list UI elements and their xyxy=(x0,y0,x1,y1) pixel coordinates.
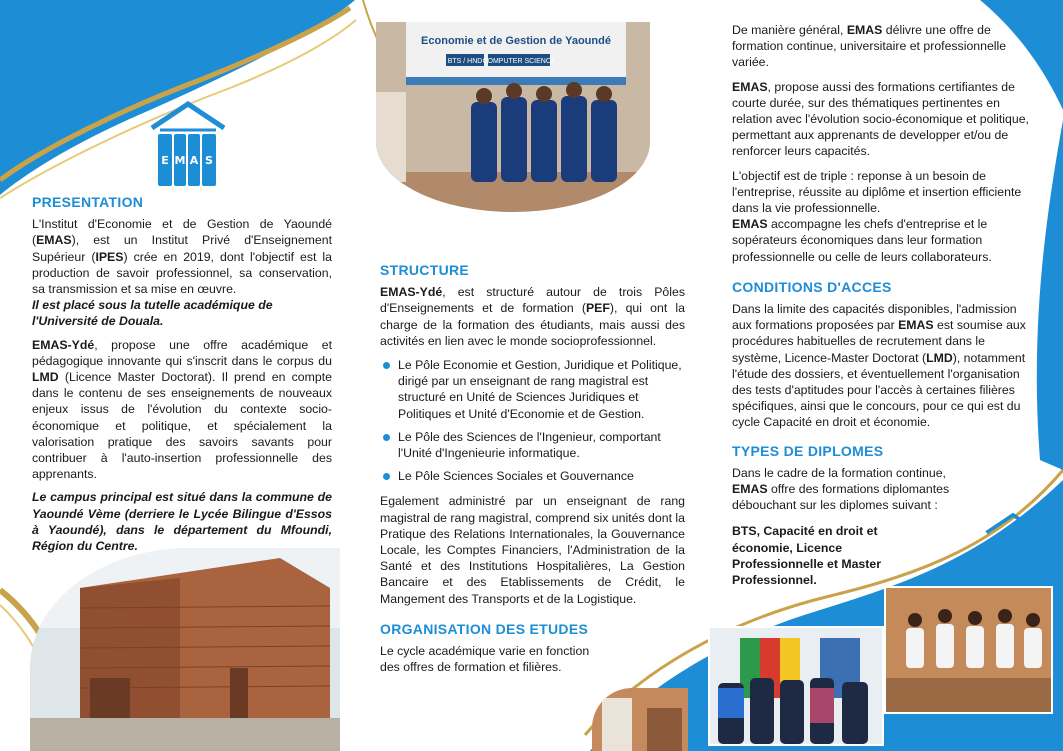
conditions-paragraph xyxy=(732,301,1035,431)
bullet-dot-icon xyxy=(383,362,390,369)
text-fragment: ), est un Institut Privé d'Enseignement Supérieur ( xyxy=(32,233,332,264)
organisation-heading: ORGANISATION DES ETUDES xyxy=(380,620,589,637)
text-fragment: Dans le cadre de la formation continue, xyxy=(732,465,946,480)
offer-paragraph-2 xyxy=(732,79,1035,160)
text-fragment: ), qui ont la charge de la formation des étudiants, mais aussi des activités en lien avec le monde socioprofessionnel. xyxy=(380,301,685,348)
pole-text: Le Pôle des Sciences de l'Ingenieur, comportant l'Unité d'Ingenieurie informatique. xyxy=(398,429,661,461)
text-fragment: accompagne les chefs d'entreprise et le sopérateurs économiques dans leur formation professionnelle ou celle de leurs collaborateurs. xyxy=(732,217,992,264)
presentation-heading: PRESENTATION xyxy=(32,194,144,210)
pole-text: Le Pôle Sciences Sociales et Gouvernance xyxy=(398,469,634,484)
column-structure xyxy=(380,262,685,679)
text-fragment: offre des formations diplomantes débouchant sur les diplomes suivant : xyxy=(732,482,950,513)
text-fragment: ), notamment l'étude des dossiers, et éventuellement l'organisation des tests d'aptitudes pour l'accès à certaines filières spécifiques, ainsi que le concours, pour ce qui est du cycle Capacité en droit et économie. xyxy=(732,350,1026,430)
banner-chip-bts: BTS / HND xyxy=(447,58,483,65)
column-offers xyxy=(732,22,1035,592)
ipes-acronym: IPES xyxy=(95,249,124,264)
column-presentation xyxy=(32,194,332,558)
classroom-illustration xyxy=(592,688,688,751)
emas-acronym: EMAS xyxy=(36,233,72,248)
text-fragment: , propose une offre académique et pédagogique innovante qui s'inscrit dans le corpus du xyxy=(32,337,332,368)
svg-text:M: M xyxy=(174,154,186,167)
structure-intro xyxy=(380,284,685,349)
ceremony-photo xyxy=(708,626,884,746)
svg-text:A: A xyxy=(189,154,199,167)
text-fragment: , est structuré autour de trois Pôles d'Enseignements et de formation ( xyxy=(380,285,685,316)
students-illustration xyxy=(886,588,1051,712)
offer-paragraph-3 xyxy=(732,216,1035,265)
text-fragment: (Licence Master Doctorat). Il prend en compte dans le contenu de ses enseignements de nouveaux enjeux issus de l'évolution du contexte socio-économique et politique, et spécialement la valorisation pratique des savoirs savants pour contribuer à l'auto-insertion professionnelle des apprenants. xyxy=(32,370,332,482)
types-paragraph xyxy=(732,465,960,514)
offer-paragraph-1 xyxy=(732,22,1035,71)
objective-paragraph: L'objectif est de triple : reponse à un besoin de l'entreprise, réussite au diplôme et insertion efficiente dans la vie professionnelle. xyxy=(732,168,1022,216)
diplomas-list: BTS, Capacité en droit et économie, Licence Professionnelle et Master Professionnel. xyxy=(732,524,881,588)
emas-acronym: EMAS xyxy=(898,318,934,333)
students-group-photo xyxy=(884,586,1053,714)
tutelle-statement: Il est placé sous la tutelle académique de l'Université de Douala. xyxy=(32,298,273,329)
emas-acronym: EMAS xyxy=(732,482,768,497)
pole-list-item xyxy=(380,429,685,461)
text-fragment: L'Institut d'Economie et de Gestion de Yaoundé ( xyxy=(32,217,332,248)
emas-yde-label: EMAS-Ydé xyxy=(32,337,95,352)
graduation-photo xyxy=(376,22,650,212)
text-fragment: délivre une offre de formation continue, universitaire et professionnelle variée. xyxy=(732,23,1007,70)
banner-chip-cs: COMPUTER SCIENCE xyxy=(482,58,556,65)
organisation-text: Le cycle académique varie en fonction des offres de formation et filières. xyxy=(380,644,590,675)
conditions-heading: CONDITIONS D'ACCES xyxy=(732,278,892,295)
pef-acronym: PEF xyxy=(585,301,610,316)
pole-list-item xyxy=(380,468,685,484)
types-heading: TYPES DE DIPLOMES xyxy=(732,442,884,459)
emas-acronym: EMAS xyxy=(732,217,768,232)
text-fragment: est soumise aux procédures habituelles de recrutement dans le système, Licence-Master Doctorat ( xyxy=(732,318,1026,365)
emas-acronym: EMAS xyxy=(846,23,883,37)
structure-heading: STRUCTURE xyxy=(380,262,470,278)
ceremony-illustration xyxy=(710,628,882,744)
svg-text:S: S xyxy=(205,154,213,167)
svg-text:E: E xyxy=(161,154,169,167)
emas-small-logo-icon xyxy=(982,512,1044,582)
emas-yde-label: EMAS-Ydé xyxy=(380,285,443,300)
lmd-acronym: LMD xyxy=(926,350,953,365)
emas-acronym: EMAS xyxy=(732,79,768,94)
banner-text: Economie et de Gestion de Yaoundé xyxy=(421,35,611,47)
bullet-dot-icon xyxy=(383,434,390,441)
emas-logo-icon xyxy=(148,100,228,195)
graduates-illustration xyxy=(376,22,650,212)
classroom-photo xyxy=(592,688,688,751)
text-fragment: , propose aussi des formations certifiantes de courte durée, sur des thématiques pertinentes en relation avec l'évolution socio-économique et politique, permettant aux apprenants de developper et/ou de renforcer leurs capacités. xyxy=(732,79,1029,159)
pole-text: Le Pôle Economie et Gestion, Juridique et Politique, dirigé par un enseignant de rang magistral est structuré en Unité de Sciences Juridiques et Politiques et Unité d'Economie et de Gestion. xyxy=(398,358,682,421)
lmd-acronym: LMD xyxy=(32,370,59,385)
bullet-dot-icon xyxy=(383,473,390,480)
pole-list-item xyxy=(380,357,685,422)
presentation-paragraph-2 xyxy=(32,337,332,483)
structure-units-paragraph: Egalement administré par un enseignant de rang magistral de rang magistral, comprend six unités dont la Pratique des Relations Internationales, la Gouvernance Locale, les Comptes Financiers, l'Administration de la Santé et des Institutions Hospitalières, La Gestion Bancaire et des Etablissements de Crédit, le Mangement des Transports et de la Logistique. xyxy=(380,494,685,606)
text-fragment: ) crée en 2019, dont l'objectif est la production de savoir professionnel, sa conservation, sa transmission et sa mise en œuvre. xyxy=(32,249,332,297)
text-fragment: Dans la limite des capacités disponibles, l'admission aux formations proposées par xyxy=(732,302,1017,333)
campus-location: Le campus principal est situé dans la commune de Yaoundé Vème (derriere le Lycée Bilingue d'Essos à Yaoundé), dans le département du Mfoundi, Région du Centre. xyxy=(32,490,332,554)
text-fragment: De manière général, xyxy=(732,23,847,37)
presentation-paragraph-1 xyxy=(32,216,332,297)
